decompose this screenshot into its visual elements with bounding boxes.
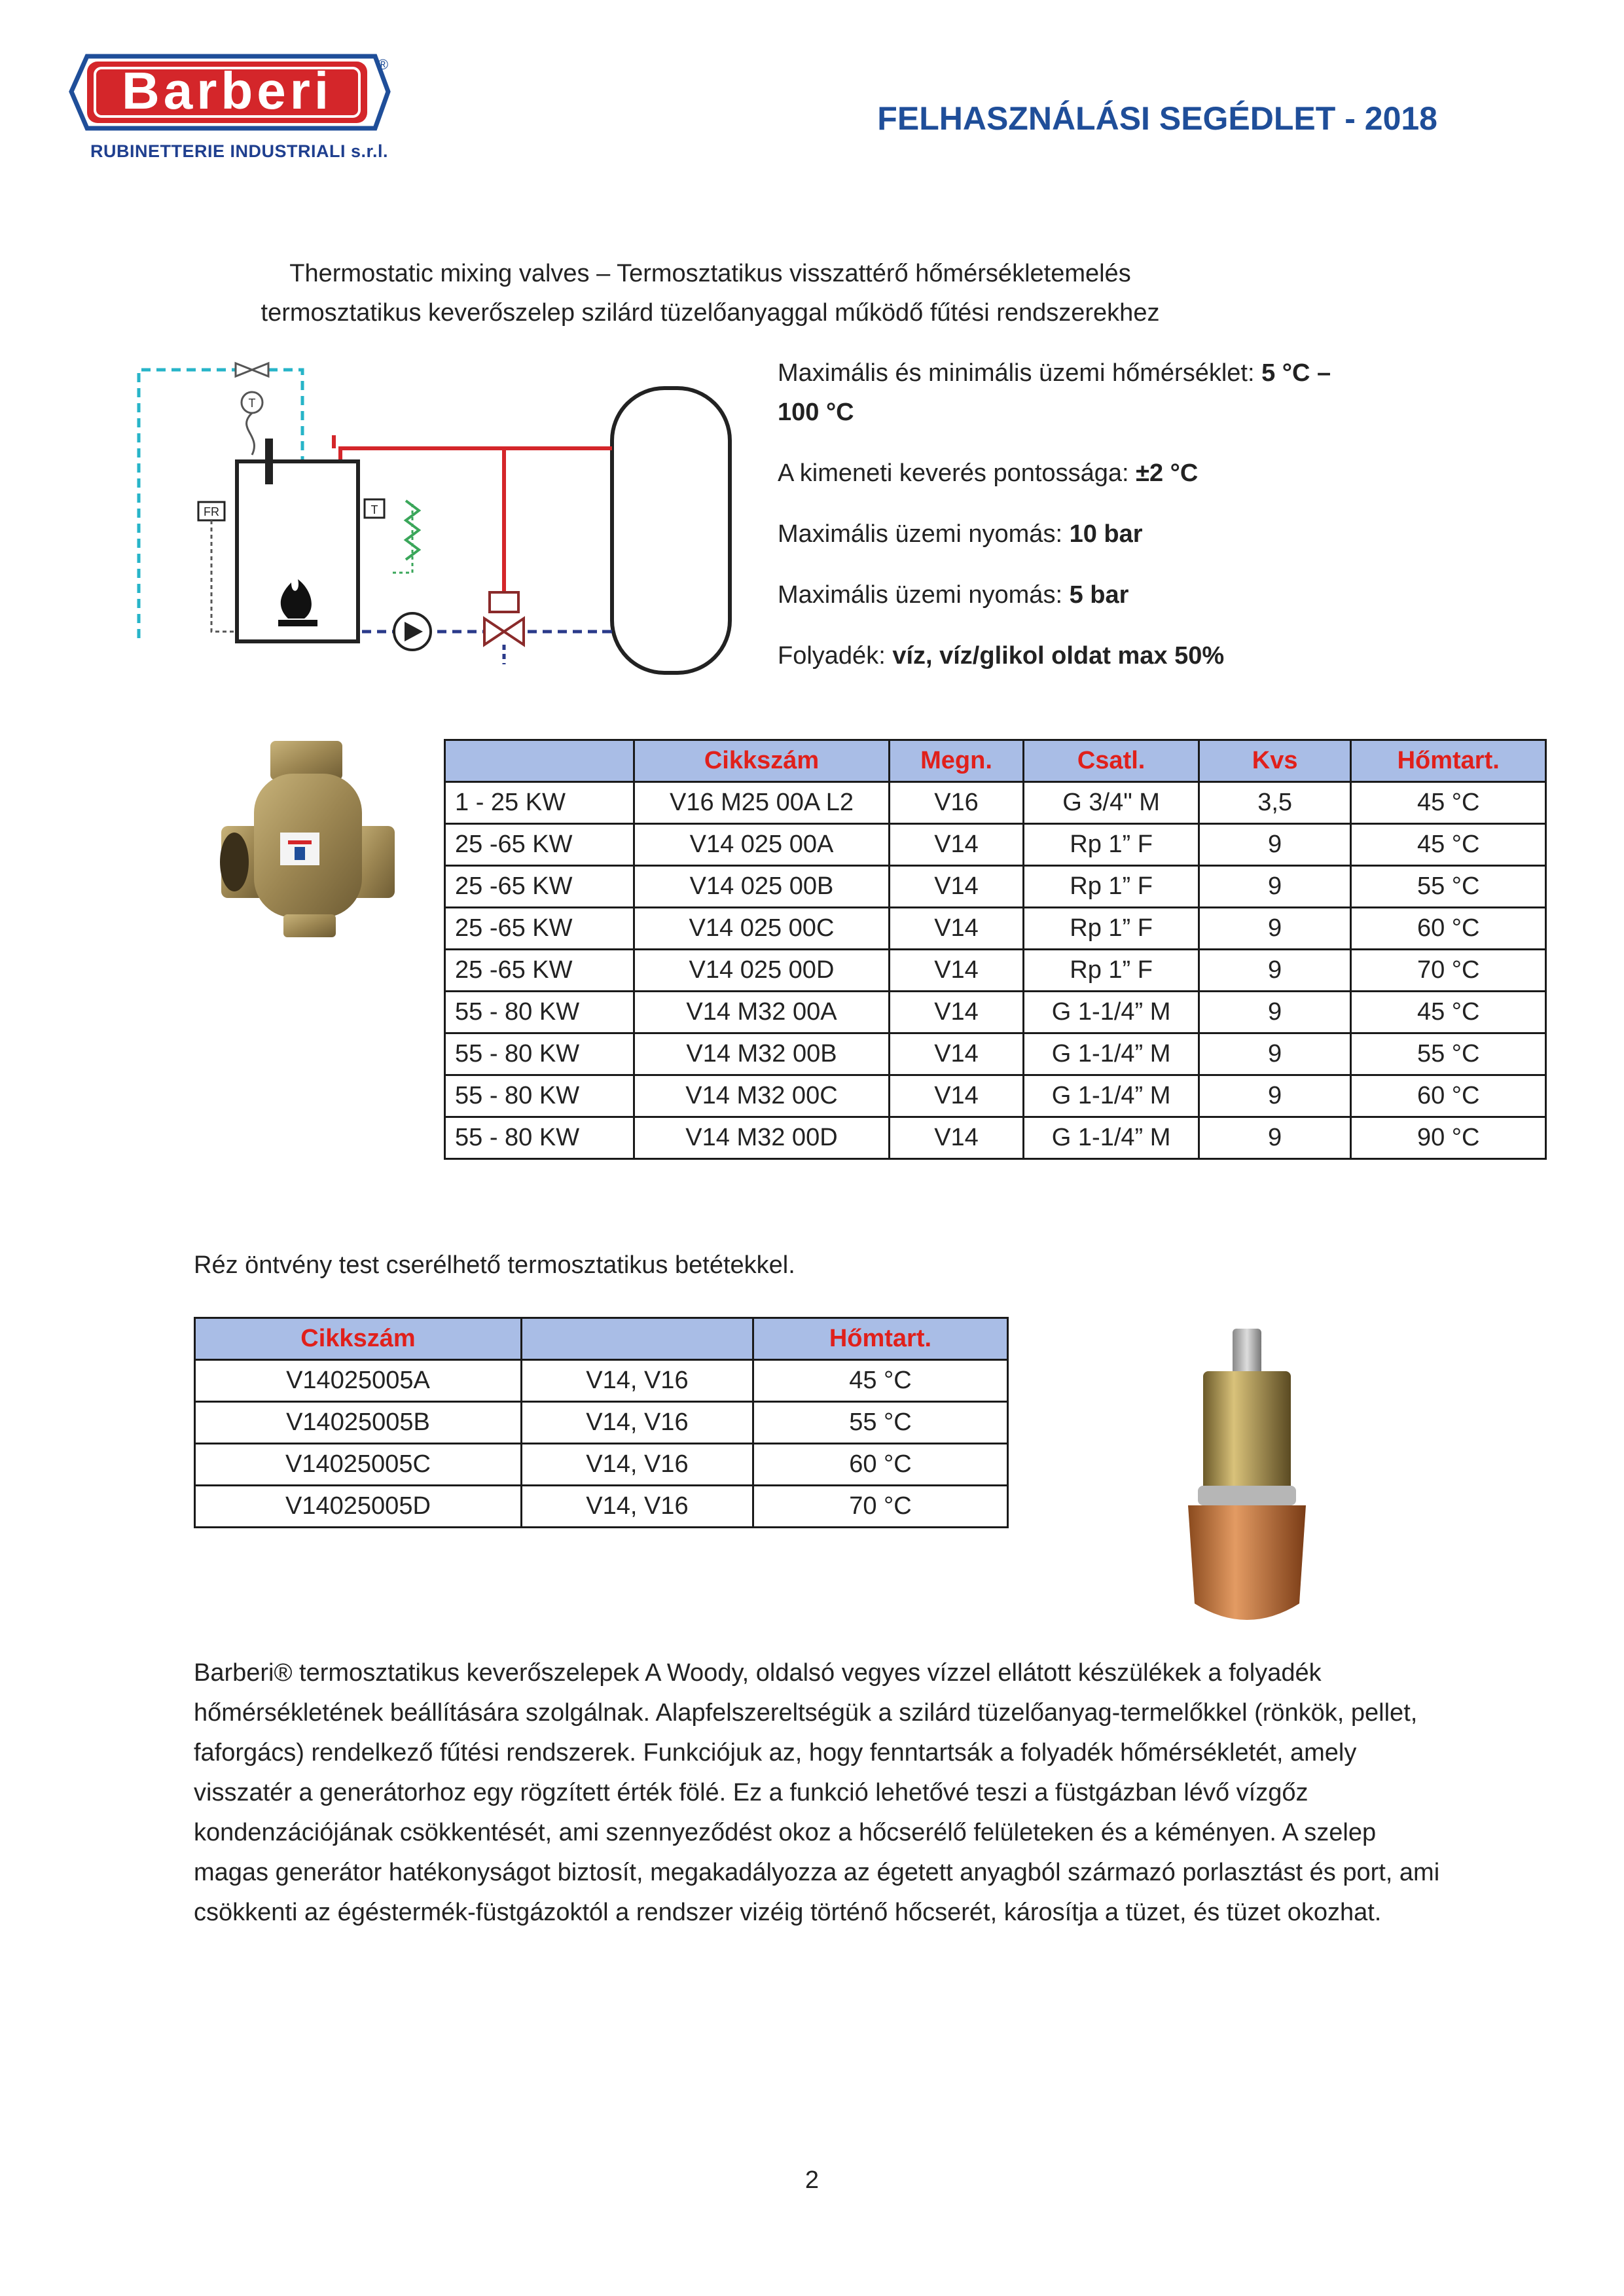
cell-connection: Rp 1” F [1024,950,1199,992]
cell-power: 1 - 25 KW [445,782,634,824]
table-row [195,1402,1008,1444]
cell-designation: V16 [889,782,1024,824]
cell-article: V14025005A [195,1360,522,1402]
cell-designation: V14 [889,1117,1024,1159]
cell-designation: V14 [889,1033,1024,1075]
brass-valve-image [208,728,405,944]
cell-compatibility: V14, V16 [521,1444,753,1486]
cell-power: 25 -65 KW [445,950,634,992]
cell-temperature: 55 °C [753,1402,1007,1444]
cell-power: 55 - 80 KW [445,1117,634,1159]
table-row [445,992,1546,1033]
logo-text: Barberi [121,62,333,120]
cell-temperature: 45 °C [1351,782,1546,824]
cell-kvs: 9 [1199,950,1351,992]
cell-designation: V14 [889,866,1024,908]
subtitle-line-2: termosztatikus keverőszelep szilárd tüzelőanyaggal működő fűtési rendszerekhez [261,299,1160,327]
cell-power: 25 -65 KW [445,824,634,866]
cell-power: 55 - 80 KW [445,992,634,1033]
table-row [445,1033,1546,1075]
cell-kvs: 9 [1199,866,1351,908]
column-header-power [445,740,634,782]
spec-max-pressure-1: Maximális üzemi nyomás: 10 bar [778,520,1143,548]
subtitle-line-1: Thermostatic mixing valves – Termosztatikus visszattérő hőmérsékletemelés [289,260,1131,287]
cell-connection: G 1-1/4” M [1024,1075,1199,1117]
cell-temperature: 60 °C [1351,908,1546,950]
cell-temperature: 70 °C [753,1486,1007,1528]
cell-temperature: 60 °C [1351,1075,1546,1117]
cell-temperature: 45 °C [753,1360,1007,1402]
column-header-temperature: Hőmtart. [1351,740,1546,782]
table-header-row [195,1318,1008,1360]
cell-article: V14 M32 00C [634,1075,889,1117]
table-row [195,1360,1008,1402]
table-row [445,866,1546,908]
cell-kvs: 9 [1199,1117,1351,1159]
cell-article: V14025005B [195,1402,522,1444]
valve-models-table [444,739,1547,1160]
cell-compatibility: V14, V16 [521,1402,753,1444]
cell-connection: Rp 1” F [1024,908,1199,950]
cell-connection: G 3/4" M [1024,782,1199,824]
table-row [195,1486,1008,1528]
cell-article: V14 M32 00B [634,1033,889,1075]
spec-temperature: Maximális és minimális üzemi hőmérséklet: 5 °C – 100 °C [778,359,1331,426]
heating-system-diagram [131,357,746,684]
column-header-connection: Csatl. [1024,740,1199,782]
column-header-article: Cikkszám [195,1318,522,1360]
logo-subtitle: RUBINETTERIE INDUSTRIALI s.r.l. [90,141,389,161]
cell-temperature: 45 °C [1351,824,1546,866]
cell-kvs: 9 [1199,992,1351,1033]
table-row [445,1075,1546,1117]
cell-article: V14 M32 00D [634,1117,889,1159]
cell-connection: G 1-1/4” M [1024,1117,1199,1159]
table-row [445,824,1546,866]
table-header-row [445,740,1546,782]
cell-compatibility: V14, V16 [521,1486,753,1528]
cell-designation: V14 [889,1075,1024,1117]
cell-article: V14 025 00C [634,908,889,950]
cell-article: V14025005D [195,1486,522,1528]
column-header-kvs: Kvs [1199,740,1351,782]
cell-article: V14 025 00B [634,866,889,908]
t-label-top: T [248,397,256,410]
cell-kvs: 9 [1199,1075,1351,1117]
document-title: FELHASZNÁLÁSI SEGÉDLET - 2018 [877,100,1437,137]
cartridge-table [194,1317,1009,1528]
cell-power: 55 - 80 KW [445,1033,634,1075]
cell-temperature: 70 °C [1351,950,1546,992]
table-row [445,908,1546,950]
cell-power: 25 -65 KW [445,908,634,950]
cell-article: V16 M25 00A L2 [634,782,889,824]
cell-connection: Rp 1” F [1024,824,1199,866]
fr-label: FR [204,505,219,518]
cell-article: V14 M32 00A [634,992,889,1033]
thermostatic-cartridge-image [1152,1329,1342,1630]
cell-temperature: 45 °C [1351,992,1546,1033]
cell-temperature: 55 °C [1351,866,1546,908]
cell-article: V14025005C [195,1444,522,1486]
cell-connection: Rp 1” F [1024,866,1199,908]
cell-compatibility: V14, V16 [521,1360,753,1402]
cell-designation: V14 [889,992,1024,1033]
cell-article: V14 025 00A [634,824,889,866]
cell-power: 25 -65 KW [445,866,634,908]
table-row [445,782,1546,824]
cell-connection: G 1-1/4” M [1024,1033,1199,1075]
cell-kvs: 3,5 [1199,782,1351,824]
cell-temperature: 90 °C [1351,1117,1546,1159]
cell-kvs: 9 [1199,908,1351,950]
spec-fluid: Folyadék: víz, víz/glikol oldat max 50% [778,642,1225,670]
cartridge-note: Réz öntvény test cserélhető termosztatikus betétekkel. [194,1251,795,1279]
page-number: 2 [804,2166,820,2194]
column-header-temperature: Hőmtart. [753,1318,1007,1360]
cell-temperature: 60 °C [753,1444,1007,1486]
column-header-compatibility [521,1318,753,1360]
cell-article: V14 025 00D [634,950,889,992]
logo-registered-mark: ® [377,56,389,73]
barberi-logo [67,51,391,133]
column-header-designation: Megn. [889,740,1024,782]
cell-designation: V14 [889,908,1024,950]
t-label-right: T [370,503,378,516]
cell-kvs: 9 [1199,824,1351,866]
technical-specs [778,353,1367,697]
cell-designation: V14 [889,950,1024,992]
table-row [195,1444,1008,1486]
page-subtitle [196,254,1224,332]
spec-max-pressure-2: Maximális üzemi nyomás: 5 bar [778,581,1129,609]
column-header-article: Cikkszám [634,740,889,782]
cell-connection: G 1-1/4” M [1024,992,1199,1033]
spec-mixing-accuracy: A kimeneti keverés pontossága: ±2 °C [778,459,1199,487]
description-paragraph: Barberi® termosztatikus keverőszelepek A Woody, oldalsó vegyes vízzel ellátott készülékek a folyadék hőmérsékletének beállítására szolgálnak. Alapfelszereltségük a szilárd tüzelőanyag-termelőkkel (rönkök, pellet, faforgács) rendelkező fűtési rendszerek. Funkciójuk az, hogy fenntartsák a folyadék hőmérsékletét, amely visszatér a generátorhoz egy rögzített érték fölé. Ez a funkció lehetővé teszi a füstgázban lévő vízgőz kondenzációjának csökkentését, ami szennyeződést okoz a hőcserélő felületeken és a kéményen. A szelep magas generátor hatékonyságot biztosít, megakadályozza az égetett anyagból származó porlasztást és port, ami csökkenti az égéstermék-füstgázoktól a rendszer vizéig történő hőcserét, károsítja a tüzet, és tüzet okozhat. [194,1659,1440,1926]
cell-power: 55 - 80 KW [445,1075,634,1117]
table-row [445,1117,1546,1159]
cell-kvs: 9 [1199,1033,1351,1075]
cell-temperature: 55 °C [1351,1033,1546,1075]
table-row [445,950,1546,992]
cell-designation: V14 [889,824,1024,866]
